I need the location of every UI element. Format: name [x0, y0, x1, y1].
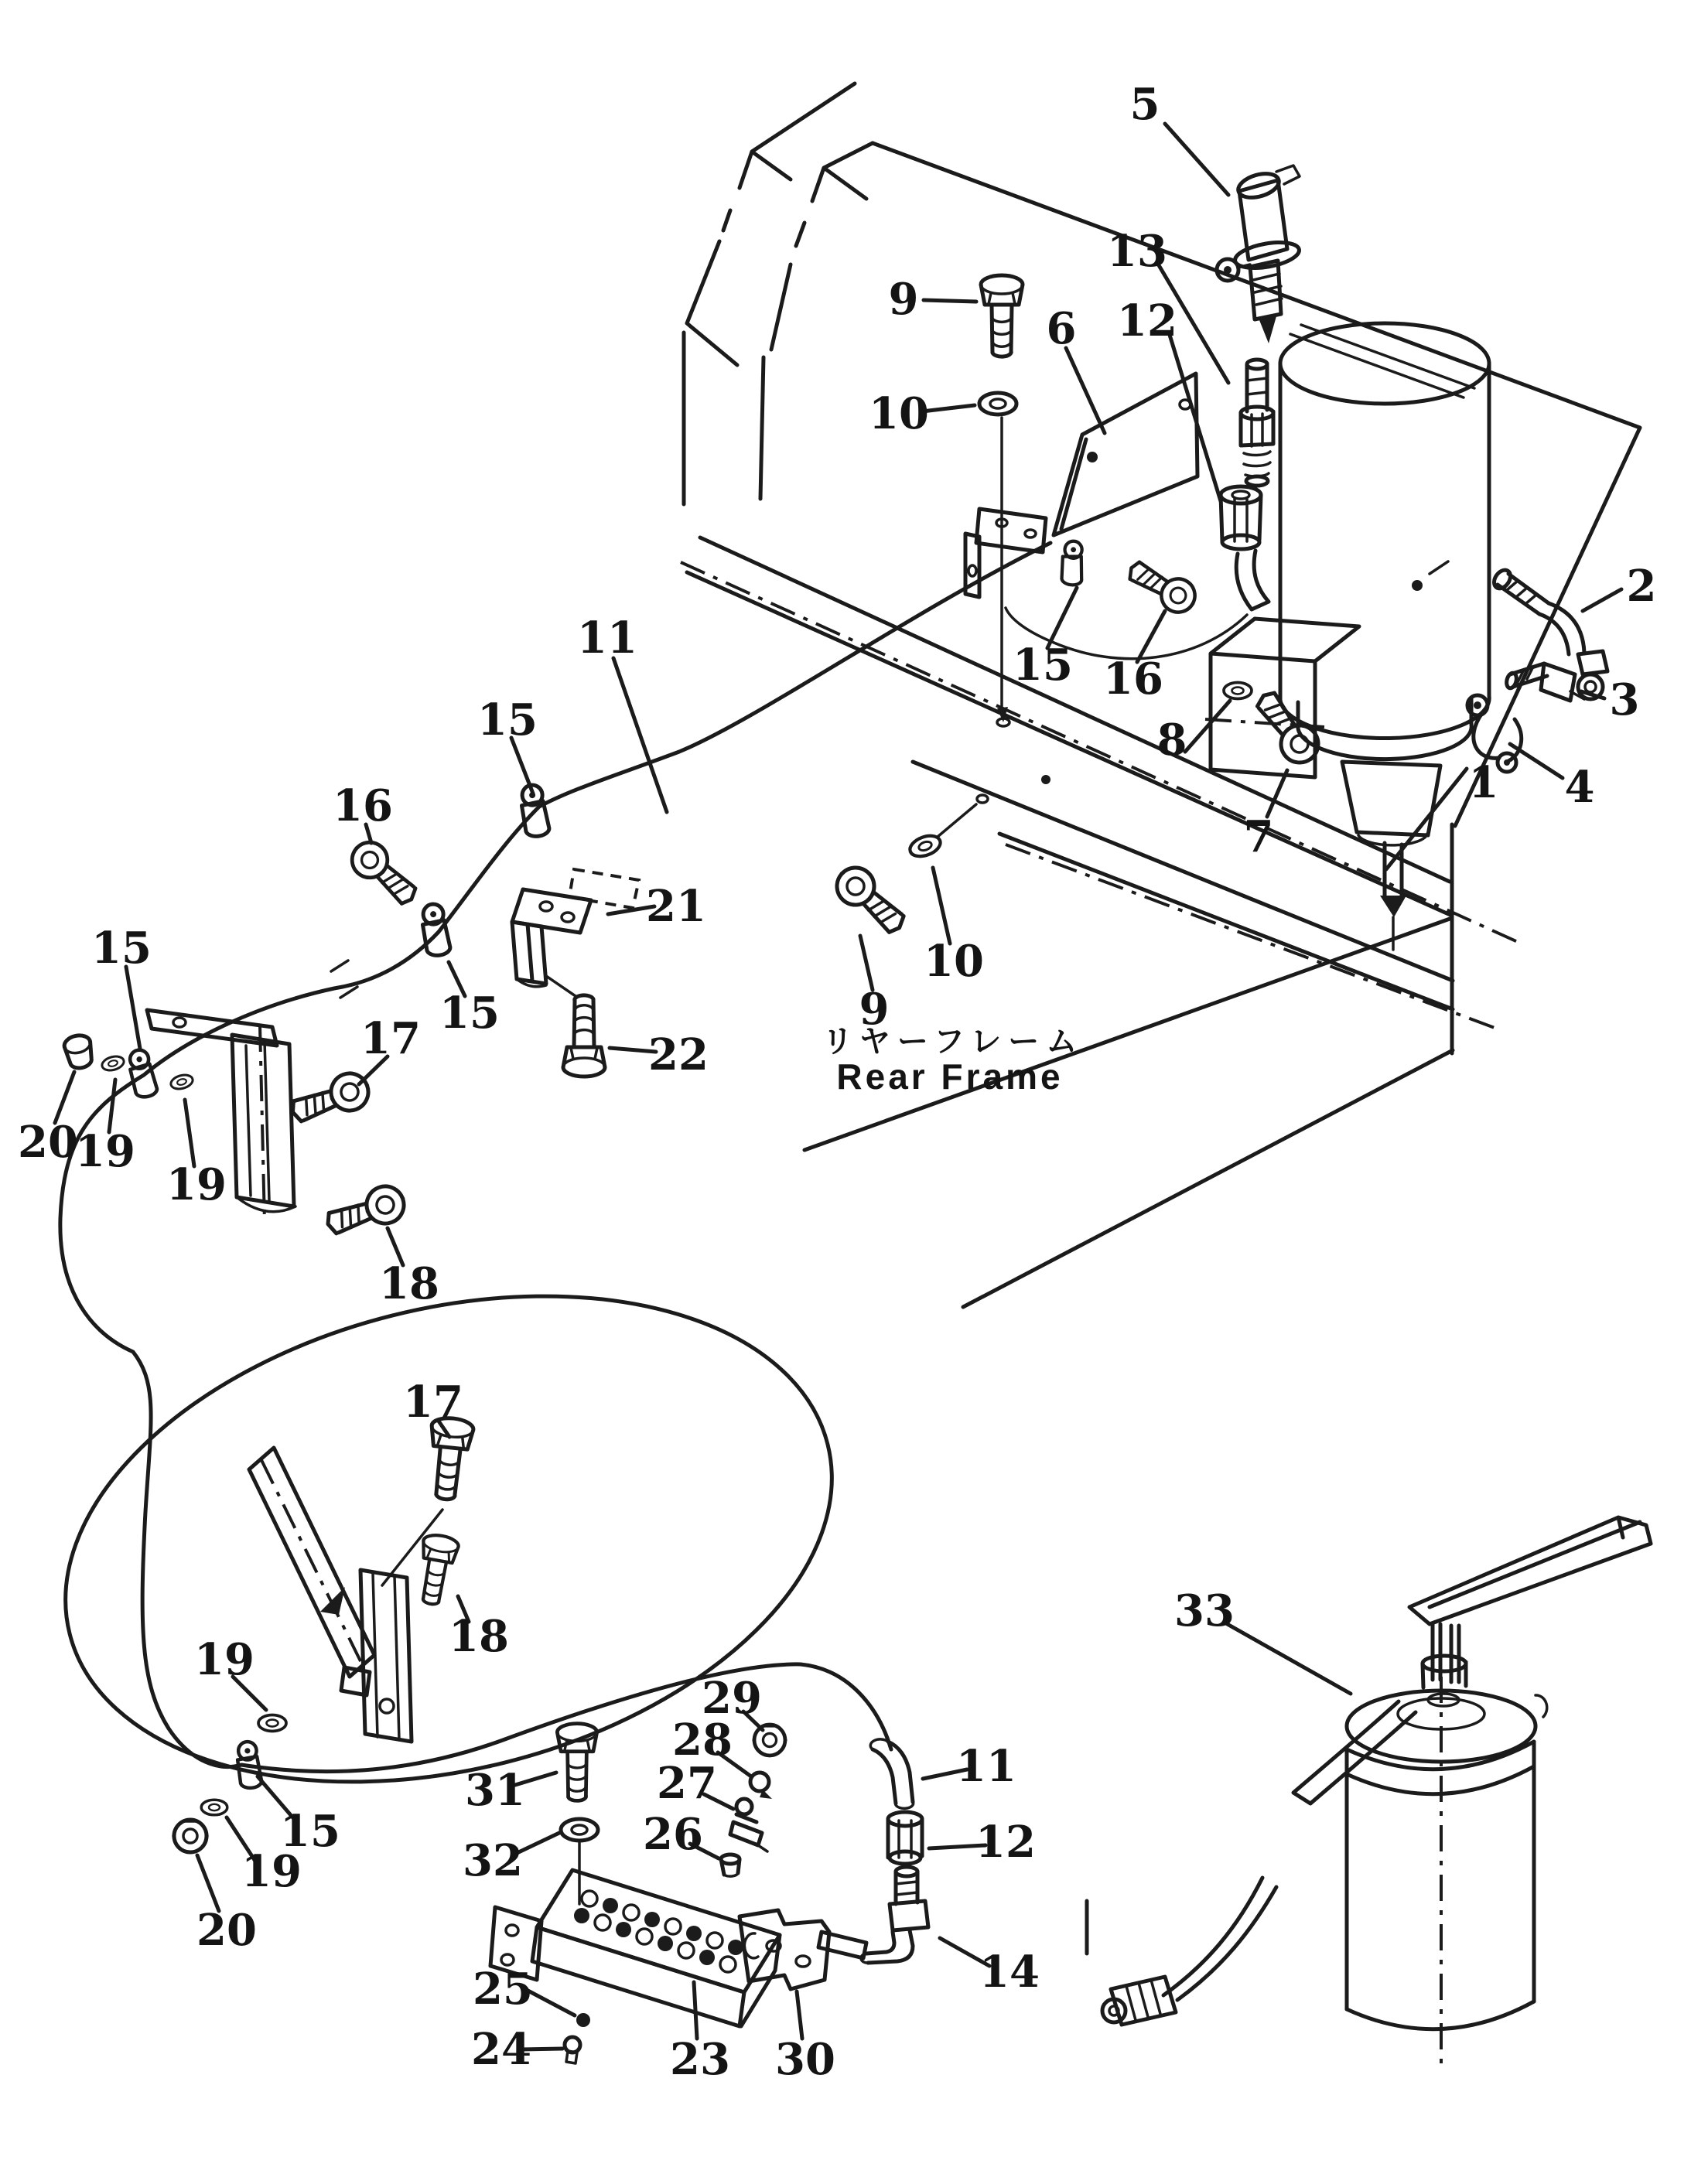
nut-29: [753, 1725, 786, 1756]
callout-20: 20: [196, 1905, 257, 1956]
callout-15: 15: [91, 923, 152, 974]
bolt-17: [287, 1068, 374, 1131]
callout-26: 26: [643, 1809, 703, 1860]
callout-21: 21: [646, 881, 706, 932]
hose-11-run: [60, 543, 1050, 1772]
hose-break-mark: [331, 961, 357, 998]
projection-line-10: [938, 804, 976, 837]
washer-19b: [169, 1073, 194, 1091]
callout-10: 10: [924, 936, 984, 987]
cap-20: [63, 1033, 95, 1070]
elbow-14: [861, 1867, 928, 1963]
callout-15: 15: [1013, 640, 1073, 691]
callout-leader-20: [197, 1855, 219, 1911]
callout-10: 10: [869, 388, 929, 439]
bolt-18: [322, 1181, 409, 1243]
callout-leader-23: [694, 1982, 697, 2039]
bolt-16-left: [344, 834, 424, 911]
callout-19: 19: [194, 1634, 255, 1685]
fitting-12-lower: [888, 1812, 922, 1864]
callout-8: 8: [1156, 715, 1187, 766]
callout-leader-19: [109, 1080, 115, 1132]
callout-17: 17: [403, 1377, 463, 1428]
callout-24: 24: [471, 2024, 531, 2075]
callout-leader-7: [1267, 770, 1287, 817]
callout-6: 6: [1046, 303, 1077, 354]
annotation-japanese: リヤーフレーム: [822, 1024, 1085, 1060]
callout-11: 11: [577, 613, 637, 664]
clamp-15-left2: [421, 903, 451, 957]
callout-28: 28: [672, 1715, 733, 1766]
callout-18: 18: [379, 1258, 439, 1309]
callout-17: 17: [360, 1013, 421, 1064]
callout-leader-15: [126, 967, 140, 1049]
callout-20: 20: [18, 1117, 78, 1168]
fitting-13: [1241, 360, 1273, 486]
callout-leader-9: [860, 936, 873, 990]
clamp-15-bracket: [127, 1048, 158, 1099]
callout-19: 19: [241, 1846, 302, 1897]
washer-10-upper: [979, 393, 1016, 415]
callout-16: 16: [1103, 653, 1163, 705]
pump-coupler: [1102, 1977, 1176, 2025]
sleeve-26: [721, 1855, 740, 1876]
callout-1: 1: [1468, 757, 1499, 808]
callout-7: 7: [1243, 811, 1274, 862]
washer-32: [561, 1819, 598, 1841]
callout-14: 14: [979, 1947, 1040, 1998]
bolt-9-upper: [981, 275, 1023, 357]
callout-29: 29: [702, 1673, 762, 1724]
bolt-9-rail: [828, 859, 913, 940]
washer-19: [101, 1054, 125, 1073]
callout-leader-8: [1185, 701, 1230, 752]
clamp-15-mid: [1060, 540, 1085, 585]
callout-leader-19: [185, 1100, 194, 1166]
callout-leader-1: [1386, 769, 1467, 869]
callout-9: 9: [888, 274, 919, 325]
tube-fitting-lower: [861, 1739, 928, 1963]
bracket-21: [512, 869, 639, 996]
callout-15: 15: [280, 1806, 340, 1857]
nut-20b: [173, 1820, 207, 1852]
bolt-17-pedal: [424, 1416, 474, 1501]
fitting-12-upper: [1221, 486, 1261, 549]
bracket-30: [740, 1910, 866, 1989]
callout-leader-2: [1583, 589, 1621, 611]
callout-5: 5: [1129, 79, 1160, 130]
callout-16: 16: [333, 780, 393, 831]
callout-19: 19: [75, 1126, 135, 1177]
callout-leader-15: [511, 738, 533, 793]
callout-33: 33: [1174, 1585, 1235, 1636]
callout-15: 15: [439, 988, 500, 1039]
bolt-16-mid: [1122, 555, 1201, 619]
callout-leader-10: [933, 868, 950, 944]
callout-18: 18: [449, 1611, 509, 1662]
callout-9: 9: [859, 984, 890, 1035]
valve-5: [1217, 166, 1301, 343]
callout-leader-30: [797, 1991, 802, 2039]
annotation-english: Rear Frame: [836, 1056, 1064, 1097]
manifold-23: [490, 1870, 780, 2026]
callout-23: 23: [670, 2034, 730, 2085]
callout-leader-11: [613, 658, 667, 812]
callout-2: 2: [1626, 561, 1657, 612]
bolt-18-pedal: [413, 1533, 460, 1607]
callout-12: 12: [1117, 295, 1177, 346]
callout-25: 25: [473, 1964, 533, 2015]
pump-hose: [1163, 1878, 1276, 2000]
callout-leader-33: [1225, 1623, 1351, 1694]
callout-leader-9: [924, 300, 976, 302]
callout-4: 4: [1564, 762, 1595, 813]
callout-12: 12: [975, 1817, 1036, 1868]
callout-11: 11: [956, 1741, 1016, 1792]
plug-24: [565, 2037, 580, 2063]
callout-32: 32: [463, 1835, 523, 1886]
callout-22: 22: [648, 1029, 709, 1080]
clamp-cluster-bottom: [173, 1715, 286, 1853]
washer-19d: [201, 1800, 227, 1815]
grease-nipple-27: [730, 1799, 767, 1851]
callout-leader-10: [922, 405, 975, 411]
callout-19: 19: [166, 1159, 227, 1210]
callout-13: 13: [1107, 226, 1167, 277]
callout-15: 15: [477, 694, 538, 746]
callout-leader-5: [1165, 124, 1228, 195]
washer-19c: [258, 1715, 286, 1732]
callout-leader-6: [1066, 348, 1105, 433]
callout-27: 27: [657, 1758, 717, 1809]
washer-8: [1224, 683, 1252, 699]
callout-3: 3: [1609, 674, 1640, 725]
callout-31: 31: [465, 1765, 525, 1816]
plug-28: [750, 1773, 772, 1799]
callout-30: 30: [775, 2034, 835, 2085]
plug-25: [576, 2013, 590, 2027]
callout-leader-20: [55, 1072, 74, 1123]
bolt-22: [563, 995, 605, 1077]
